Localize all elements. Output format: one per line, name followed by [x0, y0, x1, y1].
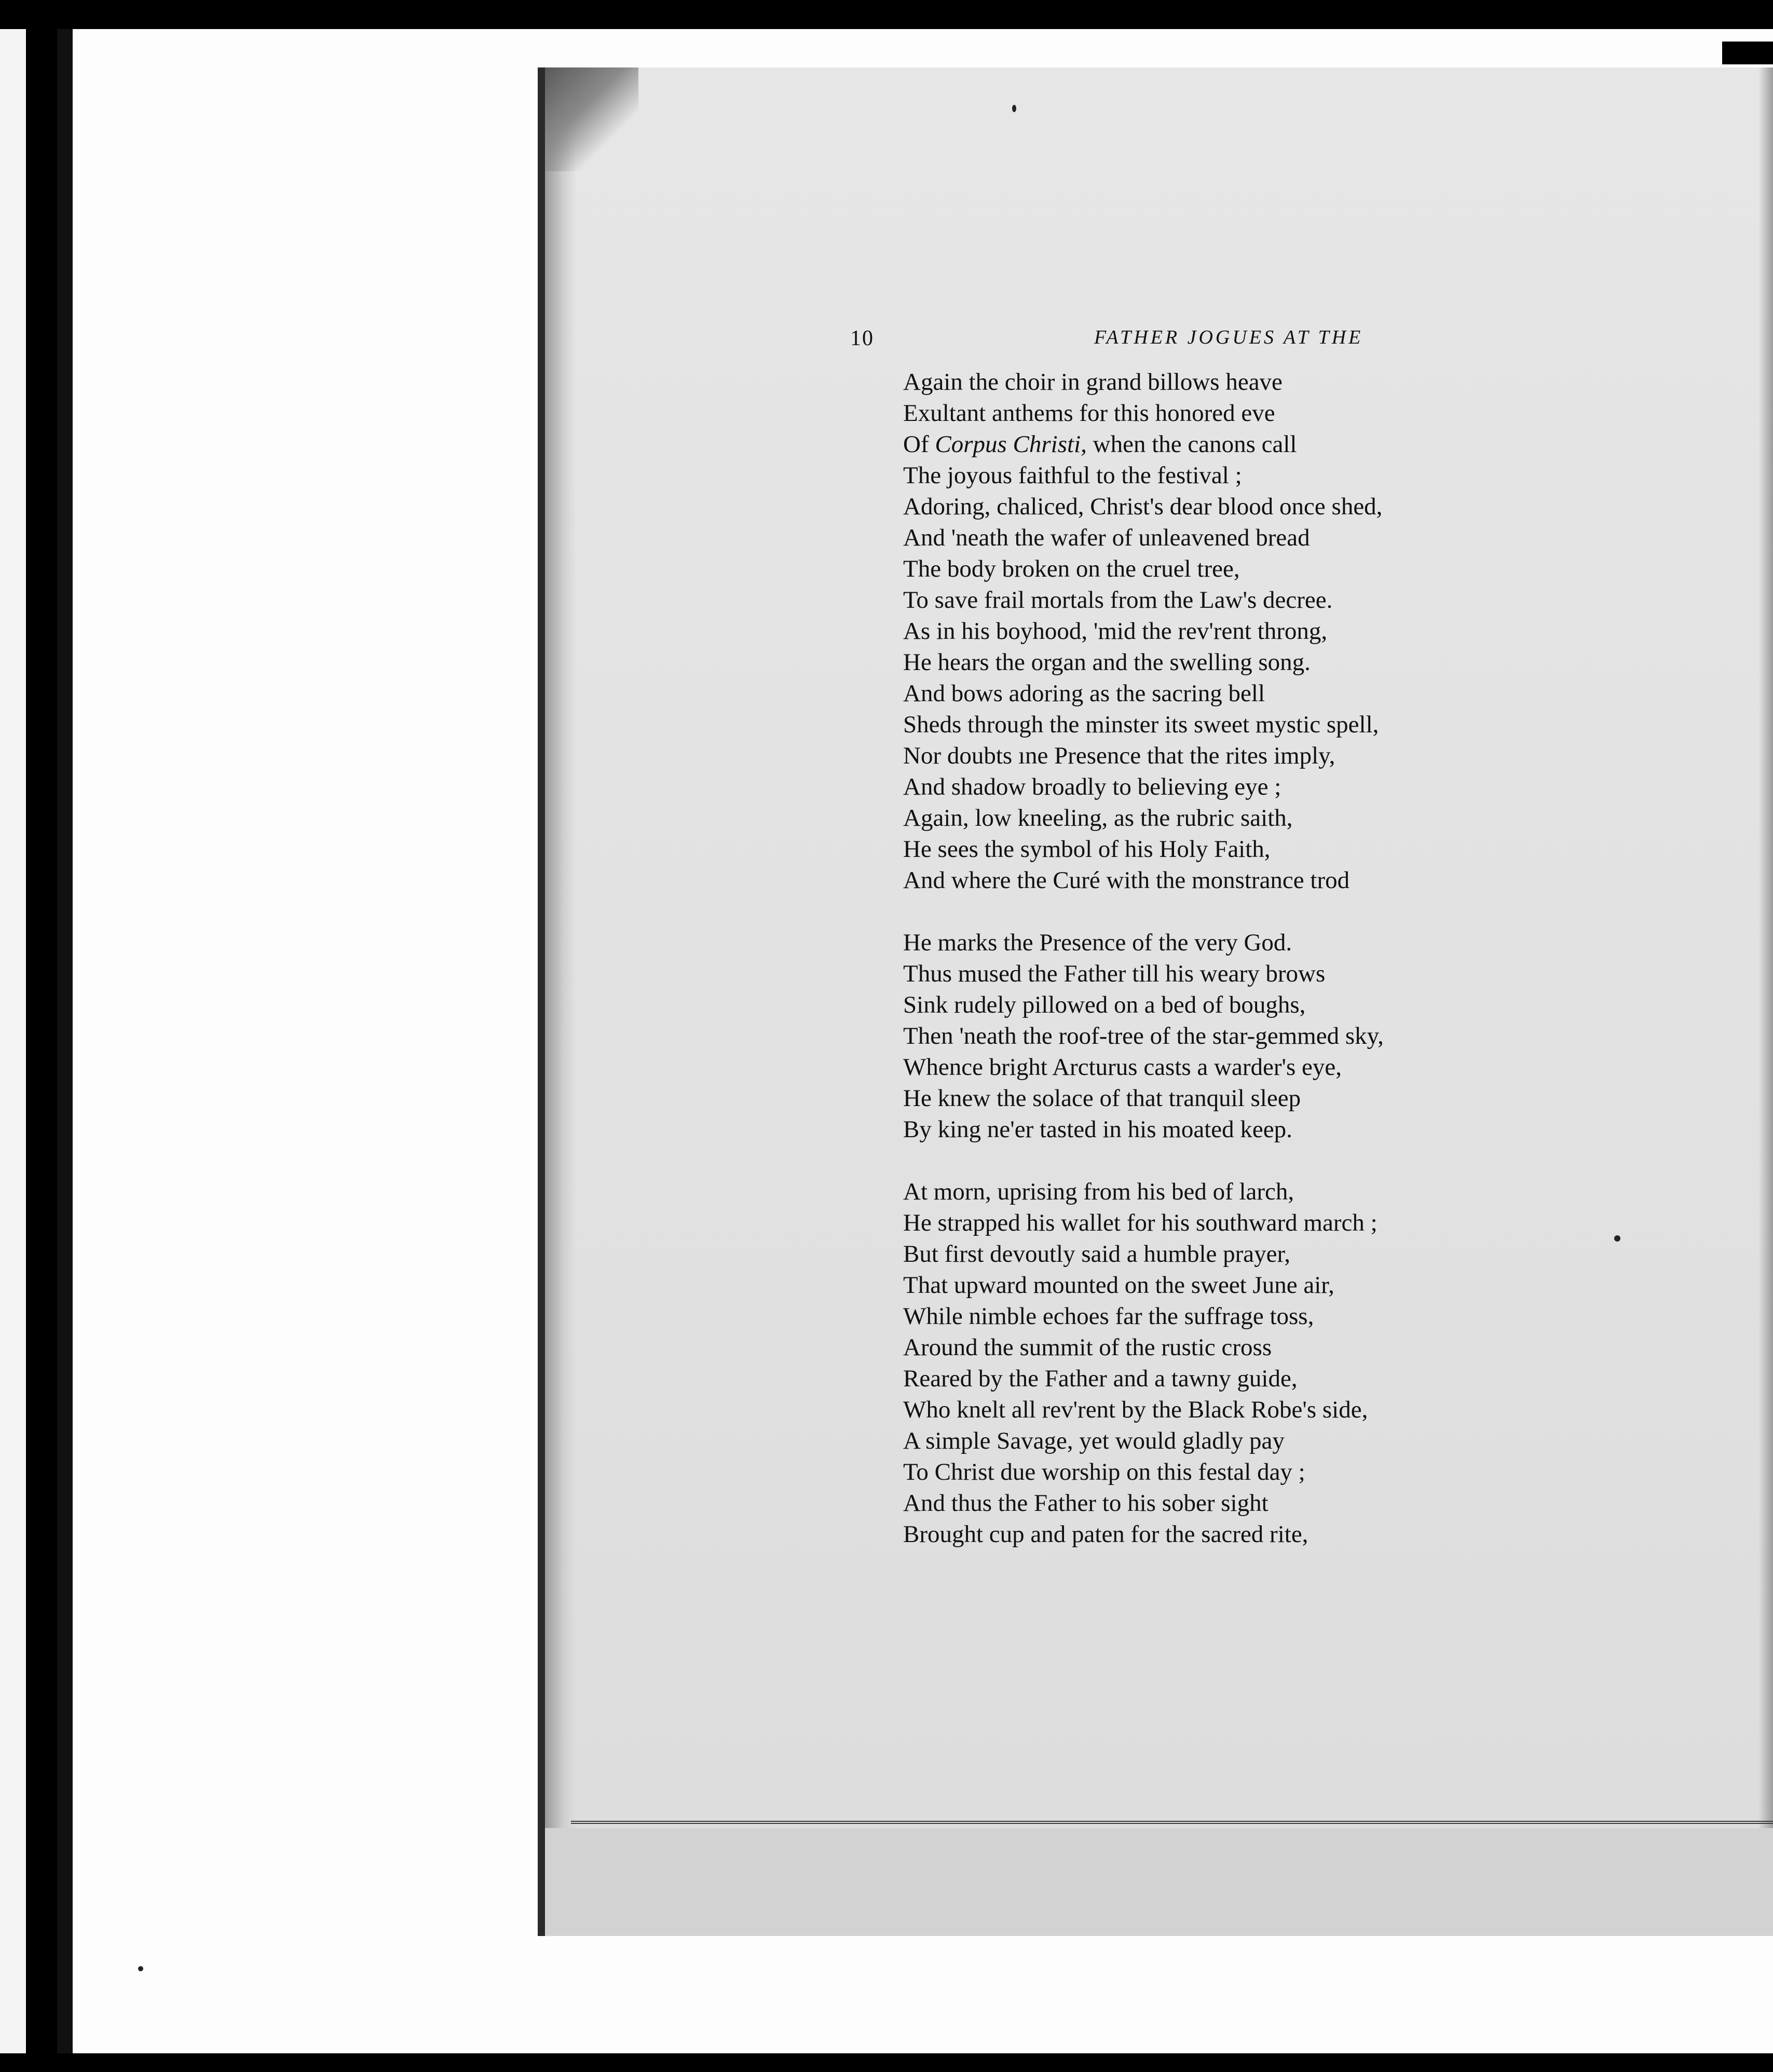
verse-line: But first devoutly said a humble prayer, [903, 1241, 1291, 1267]
verse-line: Who knelt all rev'rent by the Black Robe's side, [903, 1396, 1368, 1423]
verse-line: He strapped his wallet for his southward march ; [903, 1209, 1378, 1236]
torn-corner [545, 67, 638, 171]
italic-title: Corpus Christi, [935, 431, 1087, 458]
verse-line: Then 'neath the roof-tree of the star-gemmed sky, [903, 1023, 1384, 1049]
verse-line: Around the summit of the rustic cross [903, 1334, 1272, 1361]
verse-line: That upward mounted on the sweet June air, [903, 1272, 1334, 1299]
verse-line: Reared by the Father and a tawny guide, [903, 1365, 1298, 1392]
verse-line: As in his boyhood, 'mid the rev'rent throng, [903, 618, 1328, 645]
verse-line: The joyous faithful to the festival ; [903, 462, 1242, 489]
verse-line: A simple Savage, yet would gladly pay [903, 1427, 1285, 1454]
verse-line: And 'neath the wafer of unleavened bread [903, 524, 1310, 551]
verse-line: He marks the Presence of the very God. [903, 929, 1292, 956]
verse-line: He knew the solace of that tranquil sleep [903, 1085, 1301, 1112]
verse-line: While nimble echoes far the suffrage toss, [903, 1303, 1314, 1330]
verse-line: And bows adoring as the sacring bell [903, 680, 1265, 707]
stanza [903, 1176, 1692, 1550]
verse-line: And where the Curé with the monstrance trod [903, 867, 1350, 894]
verse-line: By king ne'er tasted in his moated keep. [903, 1116, 1292, 1143]
verse-line [903, 429, 1692, 460]
poem-body [903, 366, 1692, 1550]
verse-line: Again, low kneeling, as the rubric saith, [903, 805, 1293, 831]
verse-line-suffix: when the canons call [1086, 431, 1297, 458]
verse-line: Sheds through the minster its sweet mystic spell, [903, 711, 1379, 738]
verse-line: Brought cup and paten for the sacred rite, [903, 1521, 1308, 1548]
page-bottom-rule [571, 1821, 1773, 1824]
verse-line: Whence bright Arcturus casts a warder's eye, [903, 1054, 1342, 1081]
gutter-shadow [545, 67, 576, 1936]
verse-line: Again the choir in grand billows heave [903, 369, 1283, 396]
stanza [903, 927, 1692, 1145]
verse-line: And thus the Father to his sober sight [903, 1490, 1269, 1517]
verse-line: Thus mused the Father till his weary brows [903, 960, 1326, 987]
board-speck [138, 1966, 143, 1971]
verse-line: Nor doubts ıne Presence that the rites imply, [903, 742, 1335, 769]
verse-line: Adoring, chaliced, Christ's dear blood once shed, [903, 493, 1383, 520]
verse-line: He hears the organ and the swelling song. [903, 649, 1311, 676]
page-bottom-margin [545, 1828, 1773, 1936]
verse-line: To Christ due worship on this festal day ; [903, 1458, 1305, 1485]
verse-line: The body broken on the cruel tree, [903, 555, 1240, 582]
adjacent-page-edge [0, 29, 26, 2053]
page-number: 10 [850, 326, 874, 350]
verse-line: He sees the symbol of his Holy Faith, [903, 836, 1271, 863]
page-right-edge [1758, 67, 1773, 1936]
top-corner-tab [1722, 42, 1773, 64]
left-frame-strip [57, 29, 73, 2053]
verse-line: To save frail mortals from the Law's decree. [903, 587, 1333, 614]
verse-line: Exultant anthems for this honored eve [903, 400, 1275, 427]
stanza [903, 366, 1692, 896]
verse-line: And shadow broadly to believing eye ; [903, 773, 1281, 800]
running-head: FATHER JOGUES AT THE [1094, 326, 1363, 348]
verse-line-prefix: Of [903, 431, 935, 458]
verse-line: At morn, uprising from his bed of larch, [903, 1178, 1294, 1205]
verse-line: Sink rudely pillowed on a bed of boughs, [903, 991, 1306, 1018]
ink-speck [1012, 105, 1016, 112]
